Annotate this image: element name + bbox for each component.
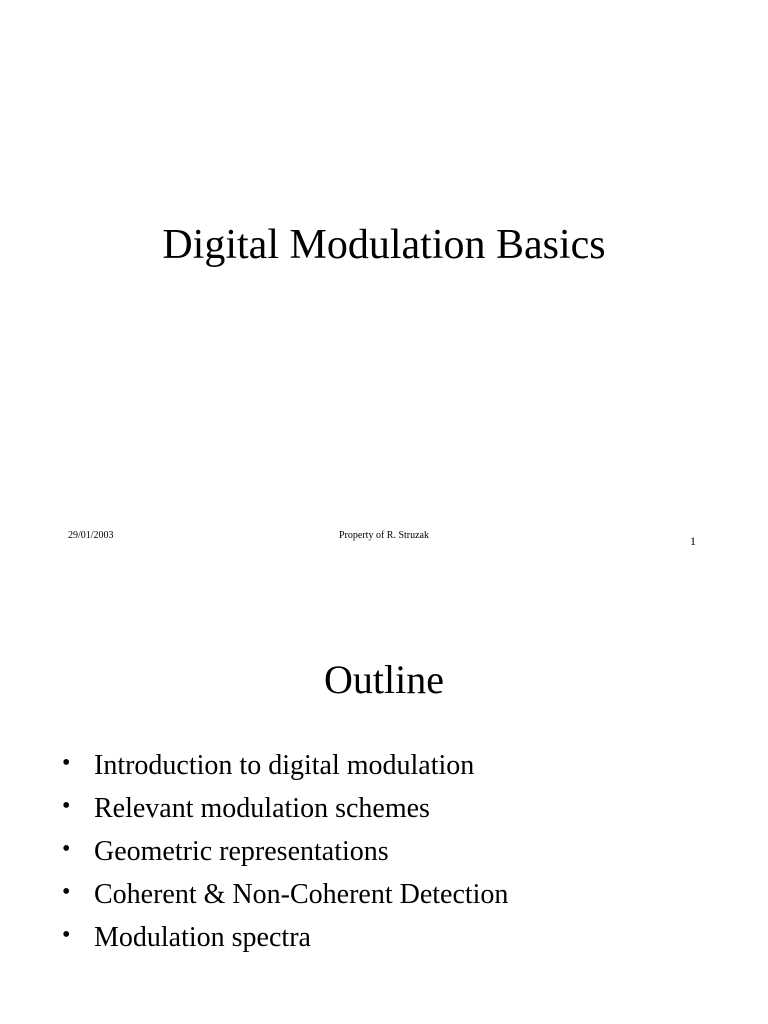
footer-owner: Property of R. Struzak [339,530,429,541]
bullet-text: Coherent & Non-Coherent Detection [94,879,509,910]
bullet-item [62,920,508,963]
slide-2 [0,576,768,1024]
bullet-item [62,748,508,791]
bullet-icon: • [62,750,71,776]
bullet-item [62,834,508,877]
bullet-text: Introduction to digital modulation [94,750,475,781]
bullet-list [62,748,508,963]
page-number: 1 [690,534,696,548]
bullet-item [62,877,508,920]
bullet-text: Modulation spectra [94,922,311,953]
bullet-text: Geometric representations [94,836,389,867]
bullet-text: Relevant modulation schemes [94,793,430,824]
bullet-item [62,791,508,834]
bullet-icon: • [62,836,71,862]
bullet-icon: • [62,922,71,948]
slide-title: Outline [324,657,444,702]
bullet-icon: • [62,879,71,905]
footer-date: 29/01/2003 [68,530,114,541]
slide-title: Digital Modulation Basics [162,222,606,268]
bullet-icon: • [62,793,71,819]
